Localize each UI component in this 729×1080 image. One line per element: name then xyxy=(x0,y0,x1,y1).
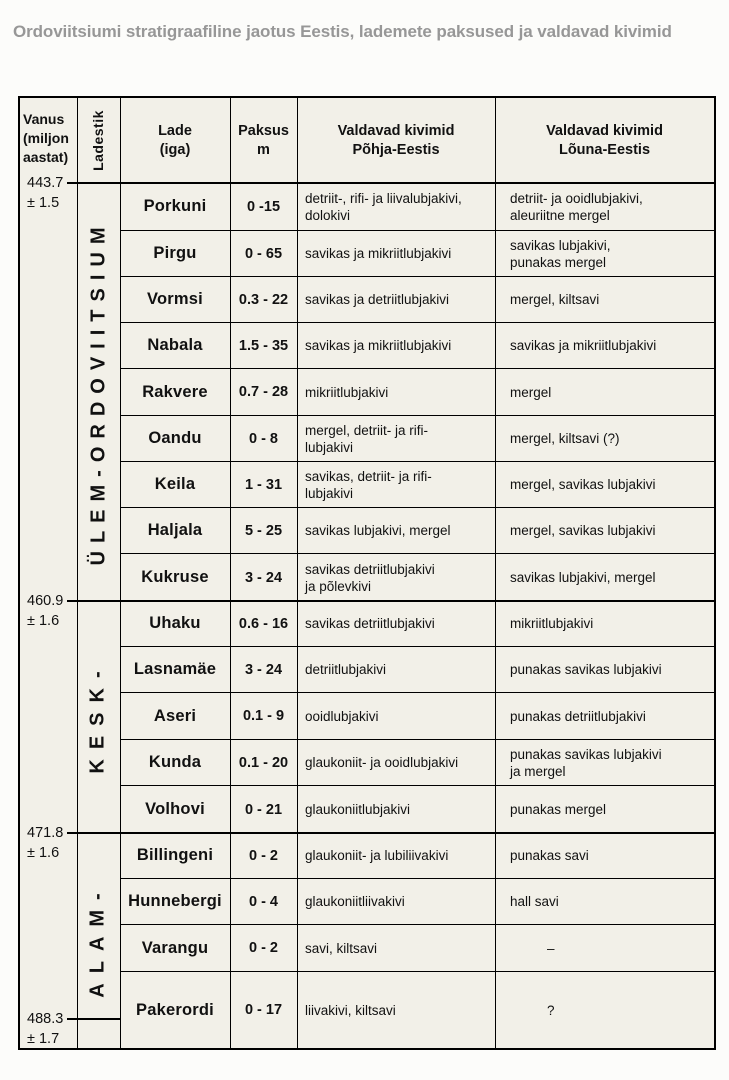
header-paksus-line: Paksus xyxy=(238,122,289,139)
series-label-kesk: KESK- xyxy=(87,660,110,774)
rock-text-line: ooidlubjakivi xyxy=(305,708,379,724)
table-row xyxy=(120,879,714,925)
header-lade-line: Lade xyxy=(158,122,192,139)
rock-text-line: mergel, detriit- ja rifi- xyxy=(305,422,429,438)
stage-name: Kunda xyxy=(148,753,202,771)
north-estonia-rocks xyxy=(297,972,495,1048)
rock-text-line: punakas detriitlubjakivi xyxy=(510,708,646,724)
south-estonia-rocks xyxy=(495,508,714,553)
stage-name: Pakerordi xyxy=(136,1000,214,1019)
thickness-value: 0.6 - 16 xyxy=(238,615,289,632)
age-marker-488 xyxy=(27,1009,77,1049)
age-marker-471 xyxy=(27,823,77,863)
stage-name: Pirgu xyxy=(153,244,197,262)
thickness-value: 5 - 25 xyxy=(244,522,283,539)
rock-text-line: savikas ja detriitlubjakivi xyxy=(305,292,450,307)
stage-name: Nabala xyxy=(147,336,203,354)
north-estonia-rocks xyxy=(297,554,495,601)
header-ladestik xyxy=(77,98,120,183)
stage-name: Varangu xyxy=(141,938,209,957)
age-value: 460.9 xyxy=(27,593,64,609)
header-pohja-line: Valdavad kivimid xyxy=(337,122,455,139)
south-estonia-rocks xyxy=(495,833,714,878)
rock-text-line: lubjakivi xyxy=(305,485,354,501)
table-row xyxy=(120,740,714,786)
north-estonia-rocks xyxy=(297,183,495,230)
table-row xyxy=(120,183,714,231)
series-label-ulem-ordoviitsium: ÜLEM-ORDOVIITSIUM xyxy=(87,219,109,565)
stage-name: Rakvere xyxy=(142,382,208,401)
rock-text-line: savikas ja mikriitlubjakivi xyxy=(510,338,657,353)
rock-text-line: hall savi xyxy=(510,894,559,909)
rock-text-line: ja mergel xyxy=(510,763,566,779)
south-estonia-rocks xyxy=(495,323,714,368)
rock-text-line: savi, kiltsavi xyxy=(305,940,378,956)
north-estonia-rocks xyxy=(297,693,495,739)
table-row xyxy=(120,277,714,323)
header-vanus-line: (miljon xyxy=(23,130,69,146)
thickness-value: 3 - 24 xyxy=(244,569,283,586)
stage-name: Uhaku xyxy=(149,614,201,632)
thickness-value: 0 - 17 xyxy=(244,1002,283,1018)
boundary-line-488 xyxy=(67,1018,120,1020)
south-estonia-rocks xyxy=(495,786,714,833)
north-estonia-rocks xyxy=(297,231,495,276)
north-estonia-rocks xyxy=(297,508,495,553)
south-estonia-rocks xyxy=(495,647,714,692)
south-estonia-rocks xyxy=(495,693,714,739)
age-value: 488.3 xyxy=(27,1011,64,1027)
south-estonia-rocks xyxy=(495,554,714,601)
table-row xyxy=(120,786,714,833)
north-estonia-rocks xyxy=(297,879,495,924)
age-value: 443.7 xyxy=(27,175,64,191)
rock-text-line: ja põlevkivi xyxy=(305,578,372,594)
age-uncertainty: ± 1.7 xyxy=(27,1031,60,1047)
age-marker-460 xyxy=(27,591,77,631)
rock-text-line: mergel, kiltsavi (?) xyxy=(510,431,620,446)
south-estonia-rocks xyxy=(495,416,714,461)
stage-name: Billingeni xyxy=(136,846,214,864)
rock-text-line: detriitlubjakivi xyxy=(305,662,387,677)
table-row xyxy=(120,833,714,879)
boundary-line-443 xyxy=(67,182,714,184)
header-vanus xyxy=(20,98,77,183)
thickness-value: 0.7 - 28 xyxy=(238,384,289,400)
table-row xyxy=(120,601,714,647)
rock-text-line: mikriitlubjakivi xyxy=(510,616,594,631)
age-marker-443 xyxy=(27,173,77,213)
rock-text-line: savikas detriitlubjakivi xyxy=(305,616,435,631)
rock-text-line: liivakivi, kiltsavi xyxy=(305,1002,396,1018)
header-paksus xyxy=(230,98,297,183)
rock-text-line: ? xyxy=(547,1002,555,1018)
rock-text-line: detriit-, rifi- ja liivalubjakivi, xyxy=(305,190,462,206)
rock-text-line: mergel, savikas lubjakivi xyxy=(510,523,656,538)
stage-name: Kukruse xyxy=(141,568,209,586)
header-lade xyxy=(120,98,230,183)
rock-text-line: savikas ja mikriitlubjakivi xyxy=(305,338,452,353)
header-paksus-line: m xyxy=(257,141,270,158)
north-estonia-rocks xyxy=(297,925,495,971)
north-estonia-rocks xyxy=(297,462,495,507)
rock-text-line: punakas mergel xyxy=(510,802,607,817)
table-row xyxy=(120,925,714,972)
header-lade-line: (iga) xyxy=(159,141,191,158)
thickness-value: 0 - 2 xyxy=(248,847,278,864)
north-estonia-rocks xyxy=(297,647,495,692)
north-estonia-rocks xyxy=(297,277,495,322)
thickness-value: 3 - 24 xyxy=(244,661,283,678)
stratigraphy-table xyxy=(18,96,716,1050)
table-row xyxy=(120,972,714,1048)
age-uncertainty: ± 1.5 xyxy=(27,195,60,211)
header-pohja-line: Põhja-Eestis xyxy=(352,141,440,158)
header-louna-line: Valdavad kivimid xyxy=(546,122,663,139)
table-row xyxy=(120,416,714,462)
south-estonia-rocks xyxy=(495,972,714,1048)
table-row xyxy=(120,554,714,601)
table-row xyxy=(120,323,714,369)
series-label-alam: ALAM- xyxy=(87,883,109,998)
south-estonia-rocks xyxy=(495,231,714,276)
rock-text-line: lubjakivi xyxy=(305,439,354,455)
south-estonia-rocks xyxy=(495,369,714,415)
south-estonia-rocks xyxy=(495,462,714,507)
header-vanus-line: Vanus xyxy=(23,111,65,127)
header-pohja-eestis xyxy=(297,98,495,183)
thickness-value: 0 - 21 xyxy=(244,801,283,818)
thickness-value: 1.5 - 35 xyxy=(238,337,289,354)
thickness-value: 0.1 - 9 xyxy=(242,708,285,724)
rock-text-line: savikas detriitlubjakivi xyxy=(305,561,435,577)
stage-name: Haljala xyxy=(147,521,203,539)
south-estonia-rocks xyxy=(495,925,714,971)
north-estonia-rocks xyxy=(297,416,495,461)
rock-text-line: glaukoniitliivakivi xyxy=(305,894,405,909)
north-estonia-rocks xyxy=(297,740,495,785)
rock-text-line: glaukoniitlubjakivi xyxy=(305,802,411,817)
table-row xyxy=(120,508,714,554)
south-estonia-rocks xyxy=(495,879,714,924)
rock-text-line: glaukoniit- ja lubiliivakivi xyxy=(305,848,449,863)
age-value: 471.8 xyxy=(27,825,64,841)
rock-text-line: aleuriitne mergel xyxy=(510,207,610,223)
stage-name: Vormsi xyxy=(147,290,203,308)
table-row xyxy=(120,693,714,740)
south-estonia-rocks xyxy=(495,601,714,646)
south-estonia-rocks xyxy=(495,740,714,785)
rock-text-line: detriit- ja ooidlubjakivi, xyxy=(510,190,643,206)
table-row xyxy=(120,369,714,416)
header-vanus-line: aastat) xyxy=(23,149,69,165)
thickness-value: 0 - 4 xyxy=(248,893,278,910)
rock-text-line: glaukoniit- ja ooidlubjakivi xyxy=(305,755,459,770)
page-title: Ordoviitsiumi stratigraafiline jaotus Eestis, lademete paksused ja valdavad kivimid xyxy=(13,22,672,41)
rock-text-line: mergel xyxy=(510,384,552,400)
thickness-value: 0 - 65 xyxy=(244,245,283,262)
north-estonia-rocks xyxy=(297,323,495,368)
rock-text-line: savikas ja mikriitlubjakivi xyxy=(305,246,452,261)
thickness-value: 1 - 31 xyxy=(244,476,283,493)
header-louna-line: Lõuna-Eestis xyxy=(558,141,651,158)
north-estonia-rocks xyxy=(297,601,495,646)
thickness-value: 0 - 2 xyxy=(248,940,278,956)
thickness-value: 0.3 - 22 xyxy=(238,291,289,308)
rock-text-line: mikriitlubjakivi xyxy=(305,384,389,400)
boundary-line-471 xyxy=(67,832,714,834)
stage-name: Aseri xyxy=(153,706,197,725)
table-row xyxy=(120,231,714,277)
header-ladestik-label: Ladestik xyxy=(90,110,106,171)
stage-name: Volhovi xyxy=(145,800,205,818)
boundary-line-460 xyxy=(67,600,714,602)
rock-text-line: savikas lubjakivi, mergel xyxy=(510,570,656,585)
rock-text-line: mergel, savikas lubjakivi xyxy=(510,477,656,492)
stage-name: Lasnamäe xyxy=(133,660,217,678)
thickness-value: 0 -15 xyxy=(246,198,281,215)
south-estonia-rocks xyxy=(495,183,714,230)
age-uncertainty: ± 1.6 xyxy=(27,613,60,629)
table-row xyxy=(120,647,714,693)
header-louna-eestis xyxy=(495,98,714,183)
thickness-value: 0.1 - 20 xyxy=(238,754,289,771)
rock-text-line: punakas savikas lubjakivi xyxy=(510,746,662,762)
rock-text-line: punakas savi xyxy=(510,848,589,863)
stage-name: Hunnebergi xyxy=(128,892,222,910)
south-estonia-rocks xyxy=(495,277,714,322)
rock-text-line: savikas lubjakivi, mergel xyxy=(305,523,451,538)
table-row xyxy=(120,462,714,508)
stage-name: Porkuni xyxy=(143,197,207,215)
north-estonia-rocks xyxy=(297,833,495,878)
rock-text-line: punakas savikas lubjakivi xyxy=(510,662,662,677)
thickness-value: 0 - 8 xyxy=(248,430,278,447)
rock-text-line: – xyxy=(547,940,555,956)
rock-text-line: dolokivi xyxy=(305,207,351,223)
rock-text-line: mergel, kiltsavi xyxy=(510,292,600,307)
rock-text-line: savikas lubjakivi, xyxy=(510,237,611,253)
north-estonia-rocks xyxy=(297,369,495,415)
north-estonia-rocks xyxy=(297,786,495,833)
rock-text-line: savikas, detriit- ja rifi- xyxy=(305,468,432,484)
stage-name: Oandu xyxy=(148,429,202,447)
rock-text-line: punakas mergel xyxy=(510,254,607,270)
stage-name: Keila xyxy=(154,475,196,493)
age-uncertainty: ± 1.6 xyxy=(27,845,60,861)
